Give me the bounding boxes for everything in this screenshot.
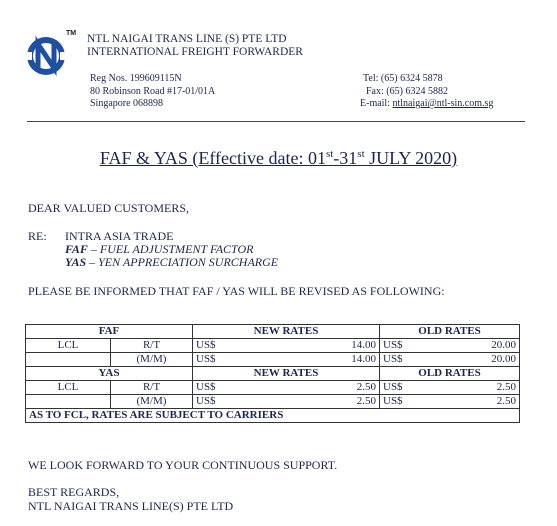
greeting: DEAR VALUED CUSTOMERS,: [28, 201, 190, 215]
closing-line: WE LOOK FORWARD TO YOUR CONTINUOUS SUPPORT.: [28, 458, 338, 472]
yas-old-rates-header: OLD RATES: [380, 367, 520, 381]
company-logo: [24, 30, 68, 82]
company-address: [90, 73, 215, 111]
new-rate-value: 2.50: [228, 381, 380, 395]
old-currency: US$: [380, 381, 415, 395]
rate-unit: R/T: [111, 339, 193, 353]
company-header: [87, 33, 303, 59]
yas-description: – YEN APPRECIATION SURCHARGE: [86, 255, 279, 269]
email-line: [360, 98, 493, 111]
table-row: [26, 353, 520, 367]
revision-notice: PLEASE BE INFORMED THAT FAF / YAS WILL BE REVISED AS FOLLOWING:: [28, 284, 445, 298]
new-rate-value: 14.00: [228, 353, 380, 367]
trademark-mark: TM: [66, 30, 77, 37]
fcl-note: AS TO FCL, RATES ARE SUBJECT TO CARRIERS: [26, 409, 520, 423]
company-name: NTL NAIGAI TRANS LINE (S) PTE LTD: [87, 33, 287, 45]
title-sup-2: st: [357, 148, 365, 160]
re-subject: INTRA ASIA TRADE: [65, 229, 174, 243]
new-rate-value: 14.00: [228, 339, 380, 353]
cargo-type: [26, 353, 111, 367]
re-label: RE:: [28, 229, 47, 243]
title-mid: -31: [333, 148, 358, 168]
old-currency: US$: [380, 353, 415, 367]
email-link[interactable]: ntlnaigai@ntl-sin.com.sg: [392, 98, 494, 109]
table-row: [26, 381, 520, 395]
new-currency: US$: [193, 381, 228, 395]
title-prefix: FAF & YAS (Effective date: 01: [99, 148, 326, 168]
address-line-2: Singapore 068898: [90, 98, 164, 109]
faf-title: FAF: [26, 325, 193, 339]
cargo-type: LCL: [26, 339, 111, 353]
old-rate-value: 20.00: [415, 339, 520, 353]
yas-abbr: YAS: [65, 255, 87, 269]
document-title: [0, 148, 557, 169]
fax: Fax: (65) 6324 5882: [366, 85, 448, 97]
re-block: [28, 230, 278, 269]
old-currency: US$: [380, 339, 415, 353]
regards: BEST REGARDS,: [28, 485, 120, 499]
old-currency: US$: [380, 395, 415, 409]
old-rate-value: 2.50: [415, 381, 520, 395]
old-rate-value: 2.50: [415, 395, 520, 409]
new-currency: US$: [193, 339, 228, 353]
old-rate-value: 20.00: [415, 353, 520, 367]
header-divider: [27, 121, 525, 122]
yas-title: YAS: [26, 367, 193, 381]
address-line-1: 80 Robinson Road #17-01/01A: [90, 85, 216, 97]
rates-table: [25, 324, 520, 423]
yas-new-rates-header: NEW RATES: [193, 367, 380, 381]
rate-unit: R/T: [111, 381, 193, 395]
faf-header-row: [26, 325, 520, 339]
title-suffix: JULY 2020): [364, 148, 458, 168]
rate-unit: (M/M): [111, 395, 193, 409]
cargo-type: [26, 395, 111, 409]
signature: NTL NAIGAI TRANS LINE(S) PTE LTD: [28, 499, 234, 513]
company-tagline: INTERNATIONAL FREIGHT FORWARDER: [87, 46, 303, 58]
company-contact: [360, 73, 494, 111]
table-row: [26, 395, 520, 409]
faf-description: – FUEL ADJUSTMENT FACTOR: [87, 242, 254, 256]
faf-old-rates-header: OLD RATES: [380, 325, 520, 339]
title-sup-1: st: [325, 148, 334, 160]
new-currency: US$: [193, 353, 228, 367]
rate-unit: (M/M): [111, 353, 193, 367]
email-label: E-mail:: [360, 98, 393, 109]
table-row: [26, 339, 520, 353]
faf-new-rates-header: NEW RATES: [193, 325, 380, 339]
cargo-type: LCL: [26, 381, 111, 395]
yas-header-row: [26, 367, 520, 381]
telephone: Tel: (65) 6324 5878: [363, 73, 443, 84]
new-currency: US$: [193, 395, 228, 409]
table-footer-row: [26, 409, 520, 423]
title-text: [100, 148, 457, 168]
registration-number: Reg Nos. 199609115N: [90, 73, 182, 84]
new-rate-value: 2.50: [228, 395, 380, 409]
faf-abbr: FAF: [65, 242, 88, 256]
